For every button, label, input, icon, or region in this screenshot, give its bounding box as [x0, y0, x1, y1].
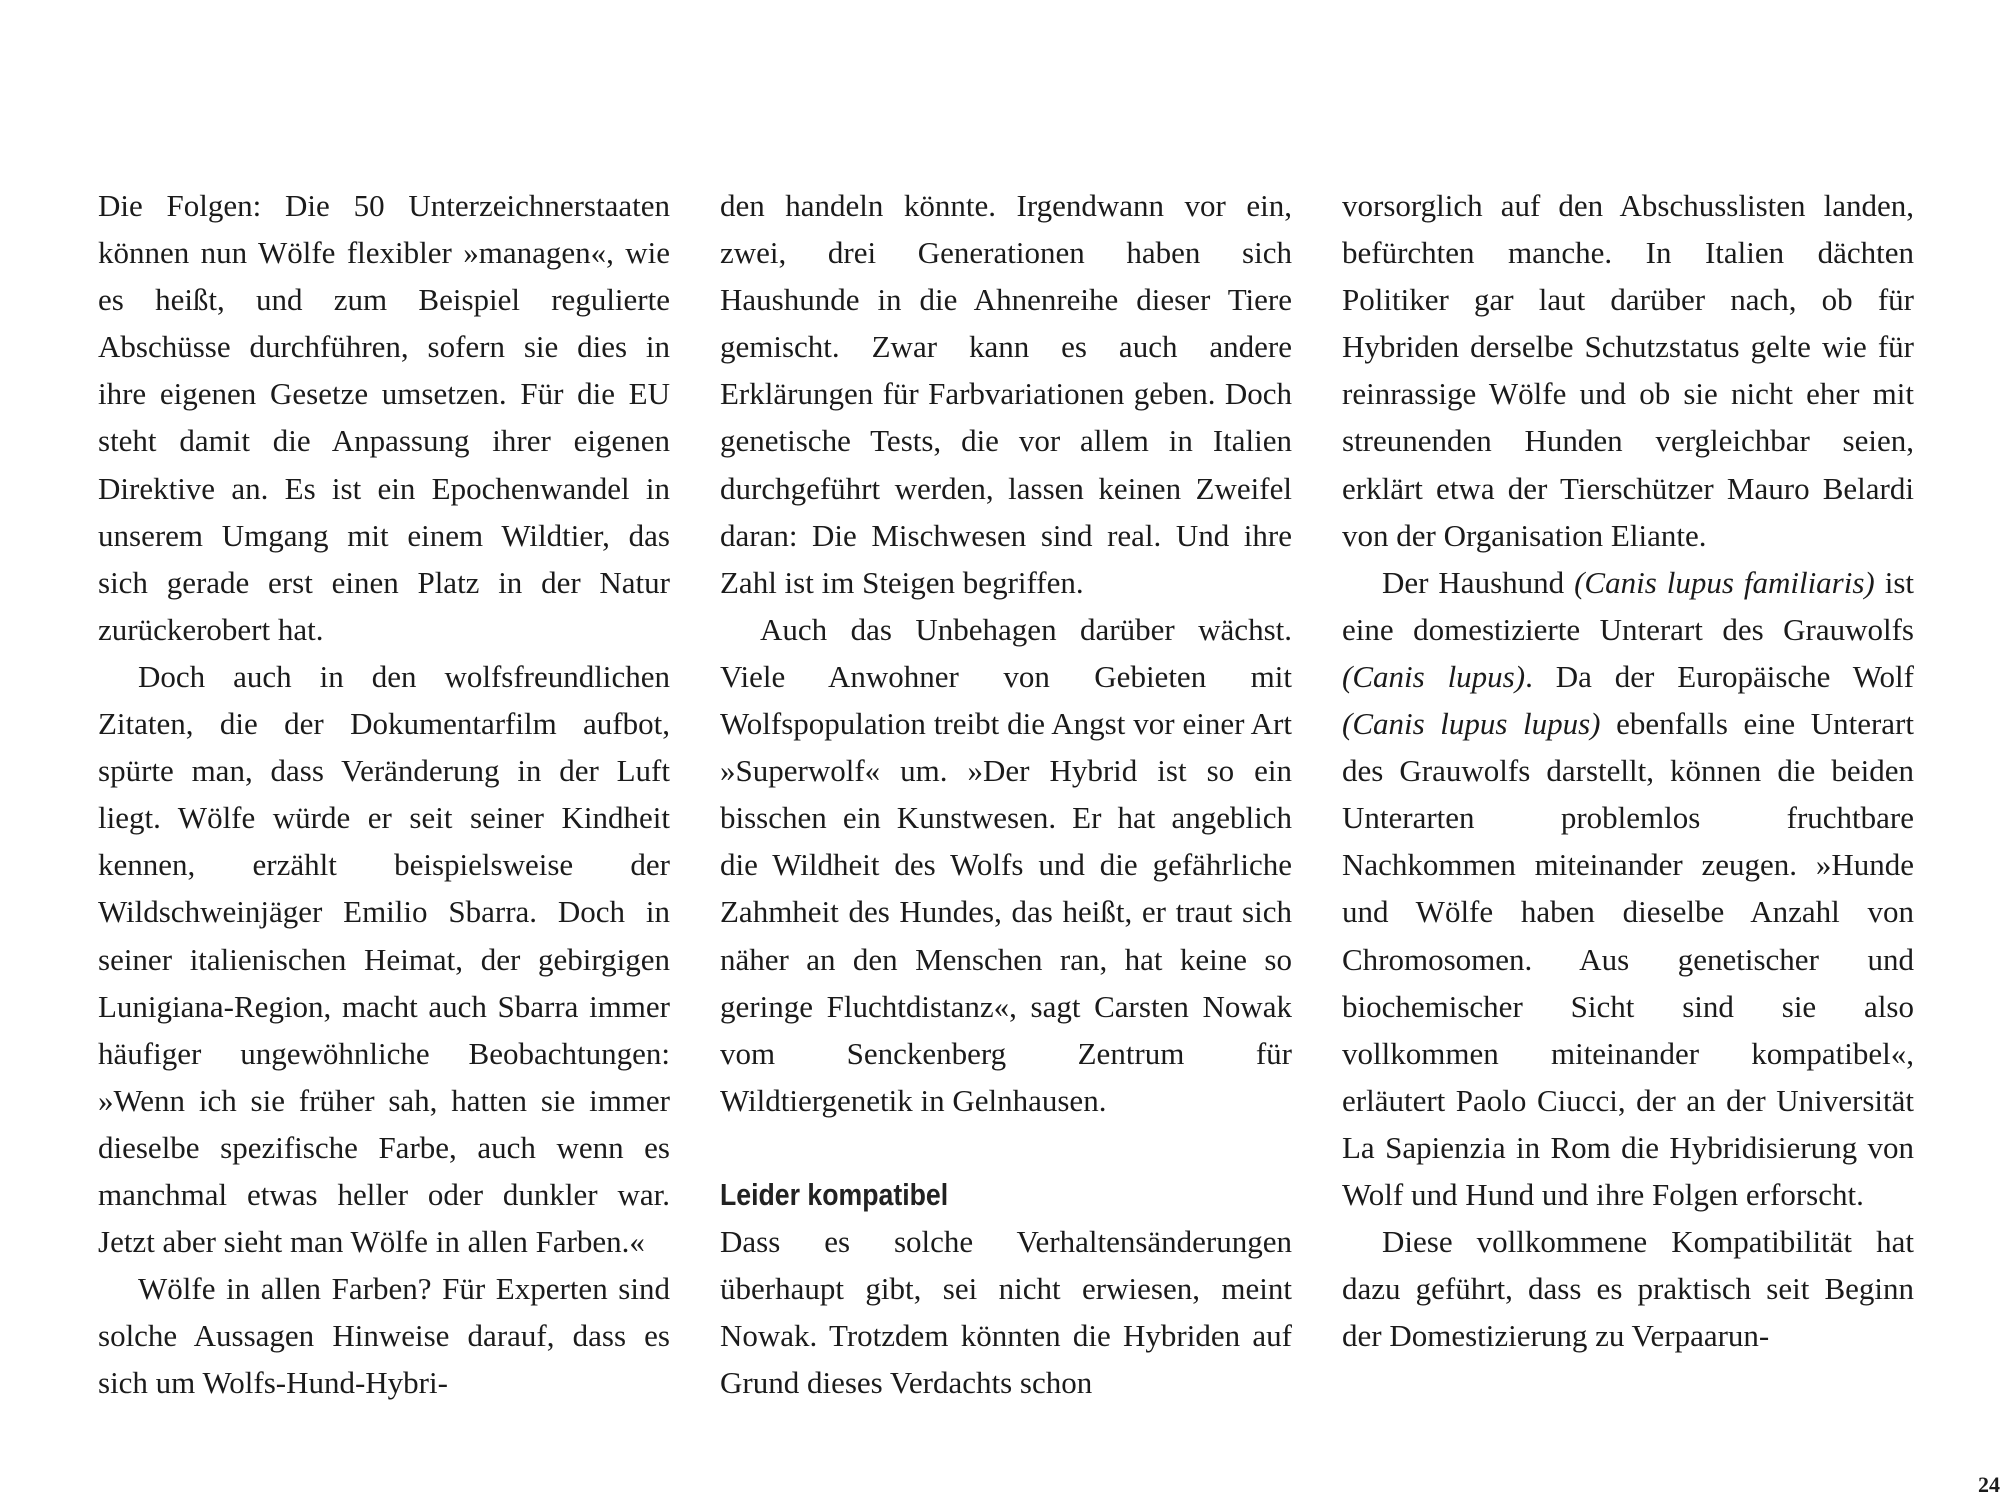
species-name: (Canis lupus familiaris): [1574, 564, 1875, 600]
text-run: ist eine domestizierte Unterart des Grauwolfs: [1342, 564, 1914, 647]
paragraph: Die Folgen: Die 50 Unterzeichnerstaaten können nun Wölfe flexibler »managen«, wie es heißt, und zum Beispiel regulierte Abschüsse durchführen, sofern sie dies in ihre eigenen Gesetze umsetzen. Für die EU steht damit die Anpassung ihrer eigenen Direktive an. Es ist ein Epochenwandel in unserem Umgang mit einem Wildtier, das sich gerade erst einen Platz in der Natur zurückerobert hat.: [98, 188, 670, 647]
species-name: (Canis lupus lupus): [1342, 706, 1601, 742]
text-run: Der Haushund: [1382, 564, 1575, 600]
paragraph: Wölfe in allen Farben? Für Experten sind solche Aussagen Hinweise darauf, dass es sich um Wolfs-Hund-Hybri-: [98, 1271, 670, 1401]
text-column-3: [1342, 182, 1914, 1359]
paragraph: den handeln könnte. Irgendwann vor ein, zwei, drei Generationen haben sich Haushunde in die Ahnenreihe dieser Tiere gemischt. Zwar kann es auch andere Erklärungen für Farbvariationen geben. Doch genetische Tests, die vor allem in Italien durchgeführt werden, lassen keinen Zweifel daran: Die Mischwesen sind real. Und ihre Zahl ist im Steigen begriffen.: [720, 188, 1292, 600]
text-run: ebenfalls eine Unterart des Grauwolfs darstellt, können die beiden Unterarten problemlos fruchtbare Nachkommen miteinander zeugen. »Hunde und Wölfe haben dieselbe Anzahl von Chromosomen. Aus genetischer und biochemischer Sicht sind sie also vollkommen miteinander kompatibel«, erläutert Paolo Ciucci, der an der Universität La Sapienzia in Rom die Hybridisierung von Wolf und Hund und ihre Folgen erforscht.: [1342, 706, 1914, 1212]
page-number: 24: [1978, 1472, 2000, 1497]
paragraph: Auch das Unbehagen darüber wächst. Viele Anwohner von Gebieten mit Wolfspopulation treibt die Angst vor einer Art »Superwolf« um. »Der Hybrid ist so ein bisschen ein Kunstwesen. Er hat angeblich die Wildheit des Wolfs und die gefährliche Zahmheit des Hundes, das heißt, er traut sich näher an den Menschen ran, hat keine so geringe Fluchtdistanz«, sagt Carsten Nowak vom Senckenberg Zentrum für Wildtiergenetik in Gelnhausen.: [720, 611, 1292, 1118]
paragraph: Diese vollkommene Kompatibilität hat dazu geführt, dass es praktisch seit Beginn der Domestizierung zu Verpaarun-: [1342, 1224, 1914, 1354]
paragraph: Doch auch in den wolfsfreundlichen Zitaten, die der Dokumentarfilm aufbot, spürte man, dass Veränderung in der Luft liegt. Wölfe würde er seit seiner Kindheit kennen, erzählt beispielsweise der Wildschweinjäger Emilio Sbarra. Doch in seiner italienischen Heimat, der gebirgigen Lunigiana-Region, macht auch Sbarra immer häufiger ungewöhnliche Beobachtungen: »Wenn ich sie früher sah, hatten sie immer dieselbe spezifische Farbe, auch wenn es manchmal etwas heller oder dunkler war. Jetzt aber sieht man Wölfe in allen Farben.«: [98, 658, 670, 1260]
paragraph: vorsorglich auf den Abschusslisten landen, befürchten manche. In Italien dächten Politiker gar laut darüber nach, ob für Hybriden derselbe Schutzstatus gelte wie für reinrassige Wölfe und ob sie nicht eher mit streunenden Hunden vergleichbar seien, erklärt etwa der Tierschützer Mauro Belardi von der Organisation Eliante.: [1342, 188, 1914, 553]
species-name: (Canis lupus): [1342, 658, 1526, 694]
text-column-2: [720, 182, 1292, 1406]
text-column-1: [98, 182, 670, 1406]
section-heading: Leider kompatibel: [720, 1176, 949, 1212]
text-run: . Da der Europäische Wolf: [1525, 658, 1914, 694]
paragraph-with-species-names: [1342, 559, 1914, 1218]
paragraph: Dass es solche Verhaltensänderungen überhaupt gibt, sei nicht erwiesen, meint Nowak. Trotzdem könnten die Hybriden auf Grund dieses Verdachts schon: [720, 1223, 1292, 1401]
